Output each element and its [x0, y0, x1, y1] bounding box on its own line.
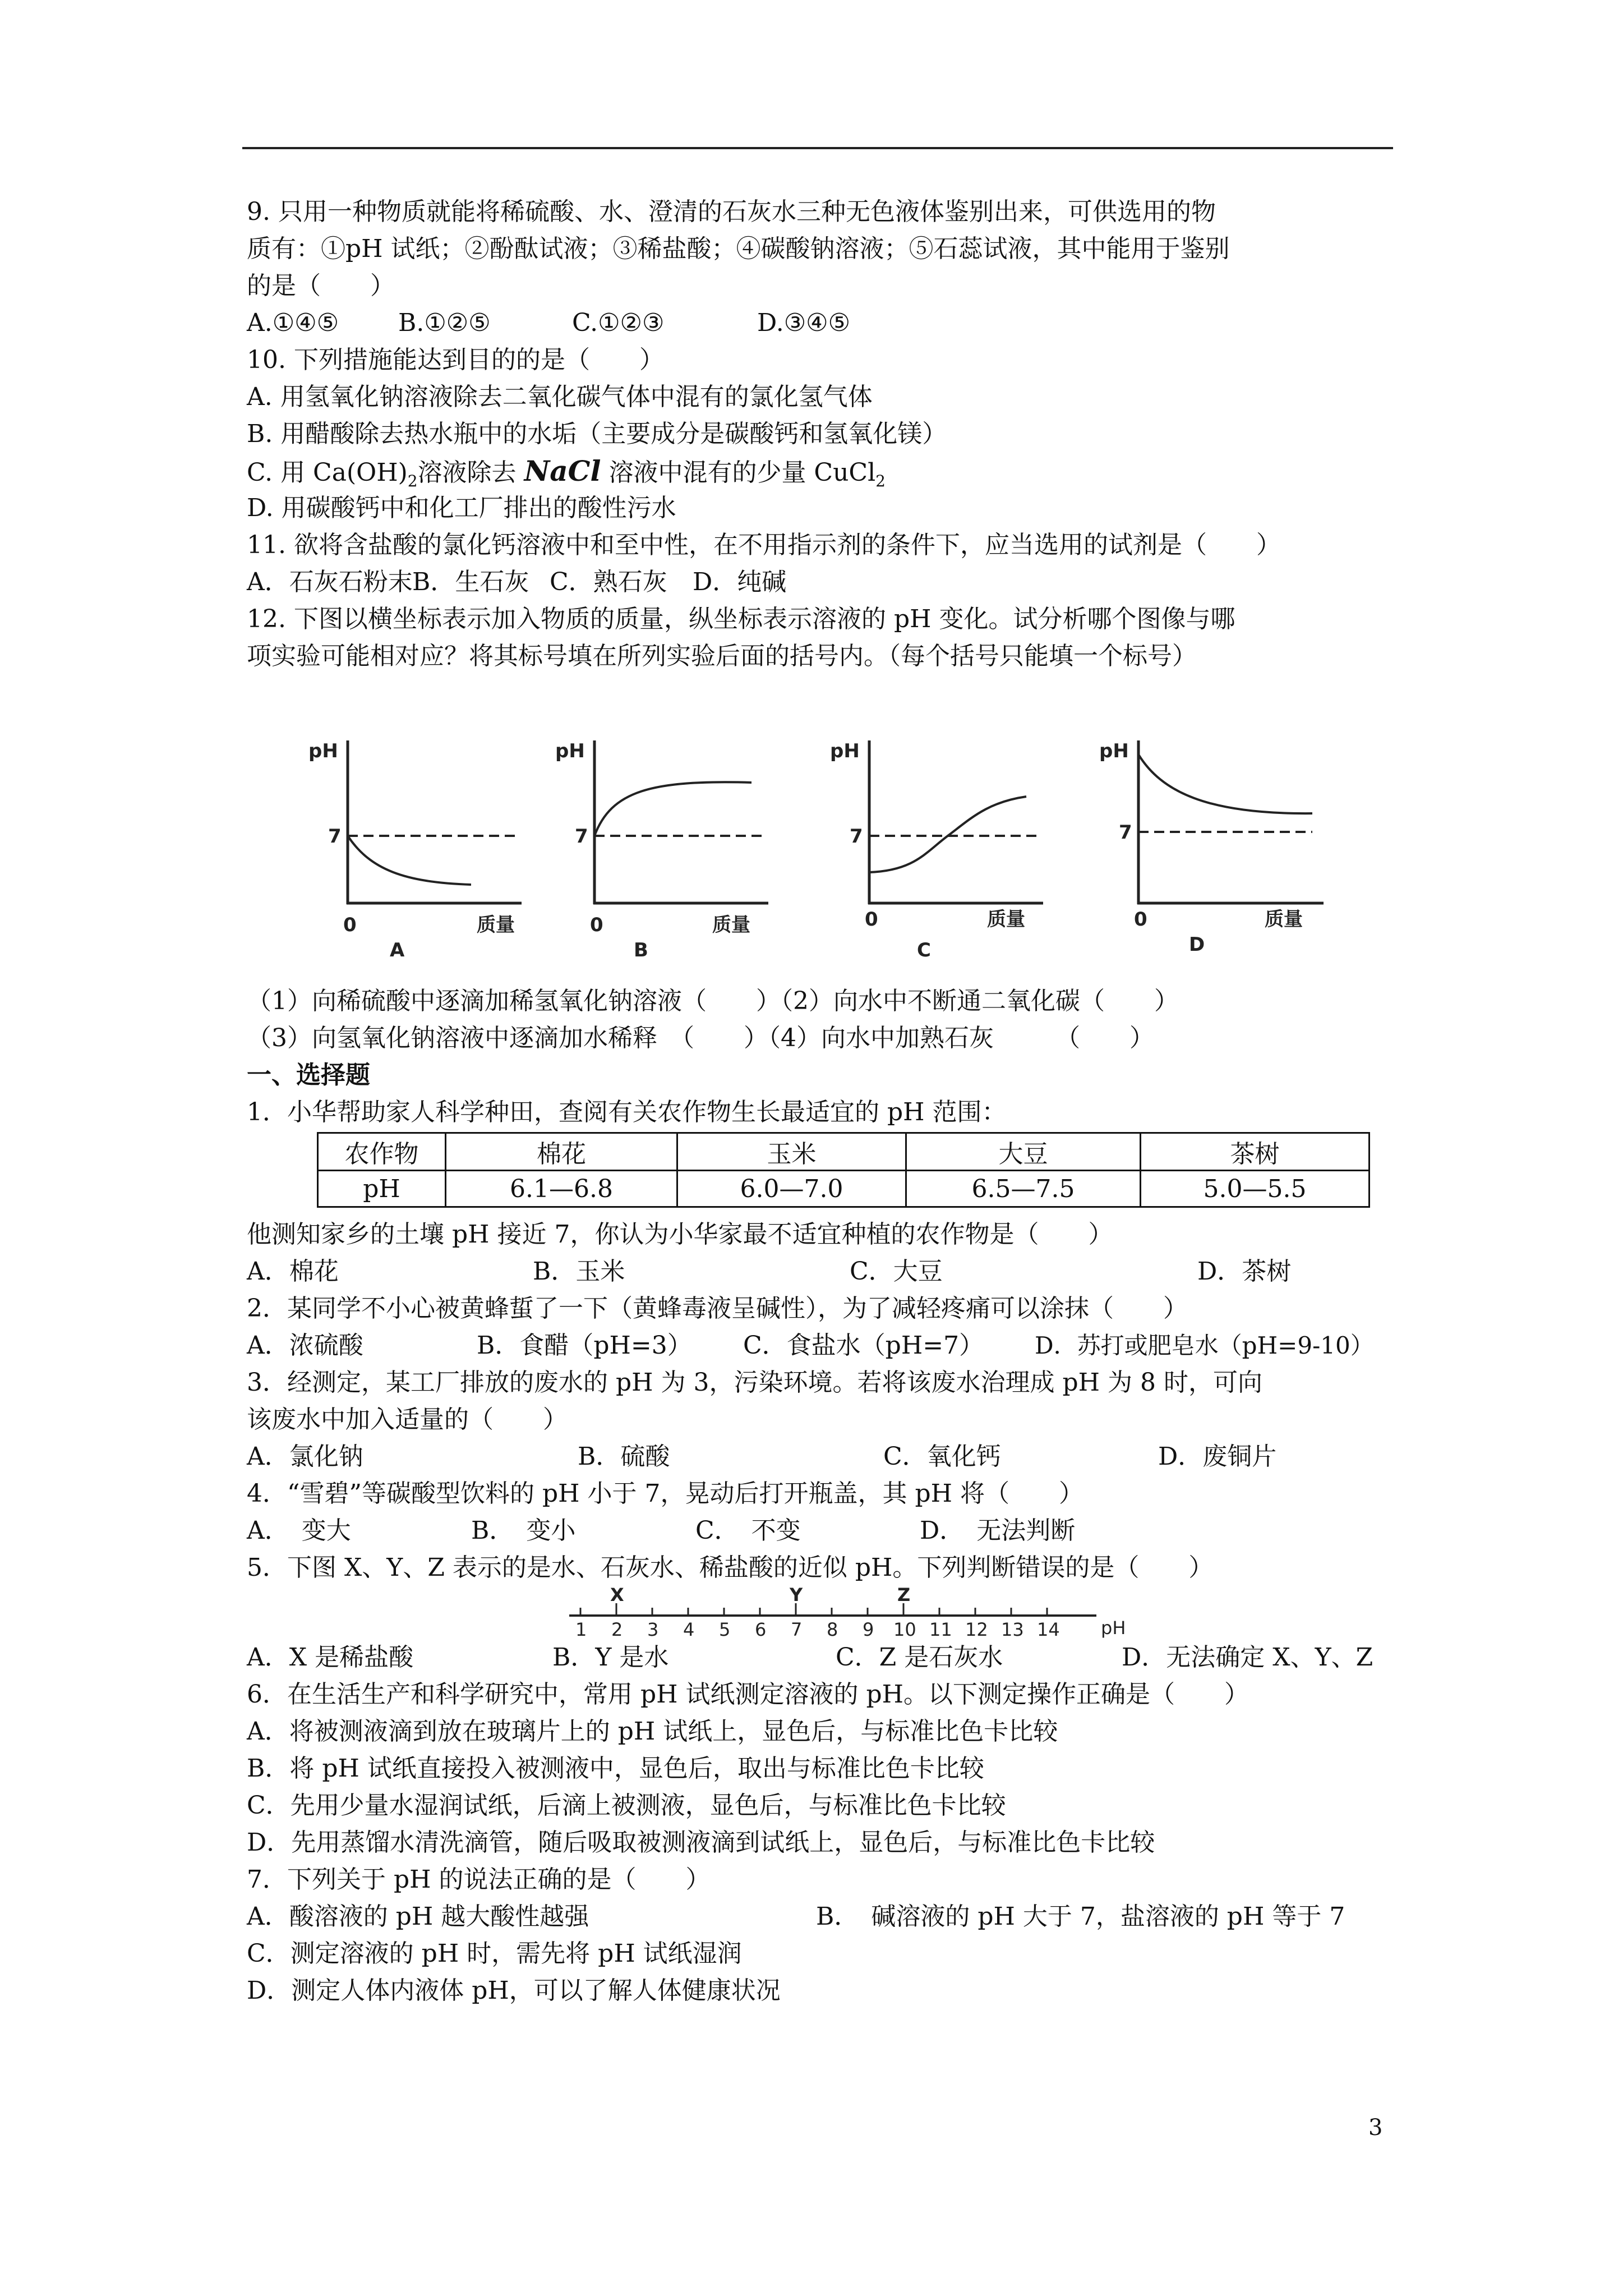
s4-option-d: D． 无法判断 [920, 1516, 1076, 1545]
graph-c-name: C [917, 939, 931, 961]
s2-option-a: A．浓硫酸 [247, 1331, 363, 1360]
graph-b [538, 724, 785, 970]
s6-option-a: A．将被测液滴到放在玻璃片上的 pH 试纸上，显色后，与标准比色卡比较 [247, 1717, 1058, 1746]
s4-option-c: C． 不变 [695, 1516, 801, 1545]
table-cell: 6.1—6.8 [446, 1171, 677, 1207]
s5-option-c: C．Z 是石灰水 [836, 1643, 1003, 1672]
s6-option-d: D．先用蒸馏水清洗滴管，随后吸取被测液滴到试纸上，显色后，与标准比色卡比较 [247, 1828, 1155, 1857]
q12-exp-line1: （1）向稀硫酸中逐滴加稀氢氧化钠溶液（ ）（2）向水中不断通二氧化碳（ ） [247, 987, 1179, 1015]
table-cell: 5.0—5.5 [1141, 1171, 1370, 1207]
s2-option-c: C．食盐水（pH=7） [743, 1331, 984, 1360]
q9-line2: 质有：①pH 试纸；②酚酞试液；③稀盐酸；④碳酸钠溶液；⑤石蕊试液，其中能用于鉴别 [247, 234, 1230, 263]
table-cell: 农作物 [318, 1133, 446, 1171]
graph-b-y-label: pH [555, 740, 585, 762]
s1-options [247, 1253, 1402, 1290]
table-row [318, 1171, 1370, 1207]
s7-options-ab [247, 1898, 1402, 1935]
s2-option-b: B．食醋（pH=3） [477, 1331, 692, 1360]
table-cell: 6.5—7.5 [906, 1171, 1141, 1207]
s2-options [247, 1327, 1402, 1364]
scale-tick-label: 12 [965, 1619, 988, 1640]
graph-c-zero: 0 [865, 908, 878, 931]
q11-option-d: D．纯碱 [693, 568, 787, 596]
s2-option-d: D．苏打或肥皂水（pH=9-10） [1035, 1332, 1374, 1359]
s3-option-b: B．硫酸 [578, 1442, 670, 1471]
s5-option-d: D．无法确定 X、Y、Z [1122, 1643, 1373, 1672]
s3-option-a: A．氯化钠 [247, 1442, 363, 1471]
s2-stem: 2．某同学不小心被黄蜂蜇了一下（黄蜂毒液呈碱性），为了减轻疼痛可以涂抹（ ） [247, 1294, 1188, 1323]
q9-option-c: C.①②③ [572, 309, 665, 337]
ph-graphs [292, 724, 1357, 970]
s5-stem: 5．下图 X、Y、Z 表示的是水、石灰水、稀盐酸的近似 pH。下列判断错误的是（ ） [247, 1553, 1214, 1582]
s7-option-a: A．酸溶液的 pH 越大酸性越强 [247, 1902, 589, 1931]
scale-tick-label: 11 [929, 1619, 952, 1640]
graph-c-y-label: pH [830, 740, 860, 762]
graph-b-name: B [634, 939, 648, 961]
middle-block [247, 983, 1402, 1131]
s6-stem: 6．在生活生产和科学研究中，常用 pH 试纸测定溶液的 pH。以下测定操作正确是（ ） [247, 1680, 1249, 1709]
graph-d-zero: 0 [1134, 908, 1147, 931]
table-cell: 6.0—7.0 [677, 1171, 906, 1207]
q9-options [247, 305, 1402, 342]
s3-option-c: C．氧化钙 [883, 1442, 1001, 1471]
q11-stem: 11. 欲将含盐酸的氯化钙溶液中和至中性，在不用指示剂的条件下，应当选用的试剂是（ ） [247, 531, 1281, 559]
scale-marker-y: Y [790, 1586, 803, 1605]
scale-tick-label: 5 [719, 1619, 731, 1640]
table-cell: 棉花 [446, 1133, 677, 1171]
graph-d-name: D [1189, 933, 1205, 956]
scale-tick-label: 10 [893, 1619, 916, 1640]
lower-block-2 [247, 1639, 1402, 2009]
scale-marker-z: Z [897, 1586, 911, 1605]
q12-line2: 项实验可能相对应？将其标号填在所列实验后面的括号内。（每个括号只能填一个标号） [247, 642, 1197, 670]
table-cell: 茶树 [1141, 1133, 1370, 1171]
header-rule [242, 147, 1393, 149]
q9-option-a: A.①④⑤ [247, 309, 339, 337]
s7-stem: 7．下列关于 pH 的说法正确的是（ ） [247, 1865, 711, 1894]
scale-tick-label: 8 [827, 1619, 838, 1640]
s1-stem: 1．小华帮助家人科学种田，查阅有关农作物生长最适宜的 pH 范围： [247, 1098, 1007, 1126]
q9-option-d: D.③④⑤ [757, 309, 851, 337]
s5-option-a: A．X 是稀盐酸 [247, 1643, 414, 1672]
s7-option-b: B． 碱溶液的 pH 大于 7，盐溶液的 pH 等于 7 [816, 1902, 1345, 1931]
scale-tick-label: 6 [755, 1619, 767, 1640]
scale-tick-label: 14 [1037, 1619, 1060, 1640]
scale-marker-x: X [610, 1586, 624, 1605]
table-cell: 玉米 [677, 1133, 906, 1171]
s4-options [247, 1512, 1402, 1549]
scale-unit: pH [1101, 1617, 1126, 1639]
scale-tick-label: 13 [1001, 1619, 1024, 1640]
scale-tick-label: 2 [611, 1619, 623, 1640]
q10-option-b: B. 用醋酸除去热水瓶中的水垢（主要成分是碳酸钙和氢氧化镁） [247, 420, 947, 448]
q11-option-c: C．熟石灰 [550, 568, 667, 596]
s1-option-b: B．玉米 [533, 1257, 625, 1286]
s4-option-a: A． 变大 [247, 1516, 351, 1545]
s7-option-c: C．测定溶液的 pH 时，需先将 pH 试纸湿润 [247, 1939, 742, 1968]
s3-line1: 3．经测定，某工厂排放的废水的 pH 为 3，污染环境。若将该废水治理成 pH 为 8 时，可向 [247, 1368, 1262, 1397]
s3-options [247, 1438, 1402, 1475]
q9-line1: 9. 只用一种物质就能将稀硫酸、水、澄清的石灰水三种无色液体鉴别出来，可供选用的物 [247, 197, 1216, 226]
graph-a-x-label: 质量 [477, 914, 515, 936]
s4-stem: 4．“雪碧”等碳酸型饮料的 pH 小于 7，晃动后打开瓶盖，其 pH 将（ ） [247, 1479, 1083, 1508]
s1-option-a: A．棉花 [247, 1257, 339, 1286]
graph-d-seven: 7 [1119, 821, 1132, 844]
q12-exp-line2: （3）向氢氧化钠溶液中逐滴加水稀释 （ ）（4）向水中加熟石灰 （ ） [247, 1024, 1154, 1052]
graph-a-zero: 0 [343, 914, 357, 936]
s1-option-c: C．大豆 [850, 1257, 943, 1286]
graph-c [808, 724, 1066, 970]
s3-line2: 该废水中加入适量的（ ） [247, 1405, 568, 1434]
q10-option-c: C. 用 $Ca(OH)_2$溶液除去 NaCl 溶液中混有的少量 CuCl$_2$ [247, 454, 886, 490]
s6-option-b: B．将 pH 试纸直接投入被测液中，显色后，取出与标准比色卡比较 [247, 1754, 984, 1783]
q11-option-b: B．生石灰 [412, 568, 529, 596]
q10-option-a: A. 用氢氧化钠溶液除去二氧化碳气体中混有的氯化氢气体 [247, 383, 873, 411]
lower-block-1 [247, 1216, 1402, 1586]
s1-after: 他测知家乡的土壤 pH 接近 7，你认为小华家最不适宜种植的农作物是（ ） [247, 1220, 1113, 1249]
graph-b-seven: 7 [575, 825, 588, 848]
graph-d-y-label: pH [1099, 740, 1129, 762]
scale-tick-label: 4 [683, 1619, 695, 1640]
graph-d-x-label: 质量 [1265, 908, 1303, 931]
graph-a-name: A [390, 939, 405, 961]
graph-c-seven: 7 [850, 825, 863, 848]
crop-ph-table [317, 1132, 1370, 1208]
q9-line3: 的是（ ） [247, 272, 395, 300]
scale-tick-label: 9 [863, 1619, 874, 1640]
scale-tick-label: 7 [791, 1619, 803, 1640]
graph-a-y-label: pH [308, 740, 338, 762]
q9-option-b: B.①②⑤ [398, 309, 491, 337]
graph-b-x-label: 质量 [712, 914, 750, 936]
s6-option-c: C．先用少量水湿润试纸，后滴上被测液，显色后，与标准比色卡比较 [247, 1791, 1006, 1820]
q11-option-a: A．石灰石粉末 [247, 568, 413, 596]
upper-block [247, 194, 1402, 675]
s1-option-d: D．茶树 [1197, 1257, 1292, 1286]
graph-a-seven: 7 [328, 825, 342, 848]
s5-option-b: B．Y 是水 [552, 1643, 669, 1672]
q12-line1: 12. 下图以横坐标表示加入物质的质量，纵坐标表示溶液的 pH 变化。试分析哪个图像与哪 [247, 605, 1235, 633]
s3-option-d: D．废铜片 [1158, 1442, 1277, 1471]
s5-options [247, 1639, 1402, 1676]
section-heading: 一、选择题 [247, 1061, 370, 1089]
page-number: 3 [1368, 2115, 1383, 2141]
q10-stem: 10. 下列措施能达到目的的是（ ） [247, 346, 664, 374]
ph-scale [569, 1586, 1130, 1640]
table-cell: 大豆 [906, 1133, 1141, 1171]
table-cell: pH [318, 1171, 446, 1207]
s4-option-b: B． 变小 [471, 1516, 576, 1545]
s7-option-d: D．测定人体内液体 pH，可以了解人体健康状况 [247, 1976, 781, 2005]
q11-options [247, 564, 1402, 601]
graph-d [1077, 724, 1346, 970]
graph-a [292, 724, 538, 970]
q10-option-d: D. 用碳酸钙中和化工厂排出的酸性污水 [247, 494, 676, 522]
scale-tick-label: 3 [647, 1619, 659, 1640]
graph-b-zero: 0 [590, 914, 603, 936]
table-row [318, 1133, 1370, 1171]
scale-tick-label: 1 [575, 1619, 587, 1640]
graph-c-x-label: 质量 [987, 908, 1025, 931]
